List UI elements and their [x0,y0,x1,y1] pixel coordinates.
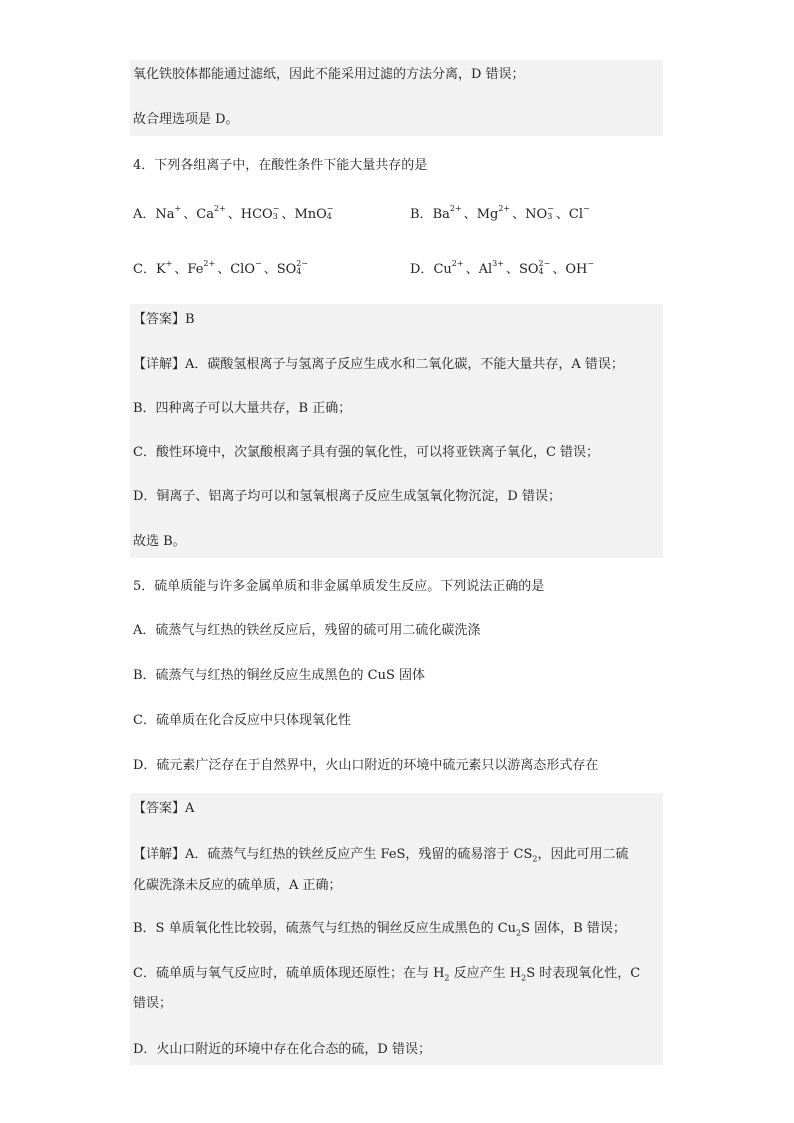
ion-formula: Na + [155,203,182,222]
separator: 、 [281,207,295,222]
q4-option-b [410,203,592,224]
q5-detail-c-line1 [133,965,640,983]
q5-detail-a-line2: 化碳洗涤未反应的硫单质，A 正确； [133,878,342,893]
q5-option-a: A．硫蒸气与红热的铁丝反应后，残留的硫可用二硫化碳洗涤 [133,623,481,638]
ion-formula: HCO − 3 [240,203,280,222]
ion-formula: Mg 2+ [476,203,511,222]
ion-formula: SO 2− 4 [276,258,309,277]
q5-detail-a-line1 [133,846,629,864]
separator: 、 [227,207,241,222]
q5-detail-c-pre: C．硫单质与氧气反应时，硫单质体现还原性；在与 H [133,966,445,981]
q4-detail-d: D．铜离子、铝离子均可以和氢氧根离子反应生成氢氧化物沉淀，D 错误； [133,489,561,504]
q4-stem: 4．下列各组离子中，在酸性条件下能大量共存的是 [133,158,428,173]
ion-formula: Cu 2+ [433,258,464,277]
q4-conclusion: 故选 B。 [133,534,186,549]
q5-detail-b [133,920,626,938]
q4-answer-block [130,304,663,558]
q5-detail-c-post: S 时表现氧化性，C [526,966,641,981]
q4-option-d [410,258,596,279]
q5-detail-a-tail: ，因此可用二硫 [537,847,629,862]
ion-formula: SO 2− 4 [518,258,551,277]
separator: 、 [552,262,566,277]
q4-detail-a: 【详解】A．碳酸氢根离子与氢离子反应生成水和二氧化碳，不能大量共存，A 错误； [133,357,624,372]
option-label: D． [410,262,434,277]
q4-answer: 【答案】B [133,312,195,327]
separator: 、 [217,262,231,277]
top-conclusion: 故合理选项是 D。 [133,112,239,127]
separator: 、 [465,262,479,277]
q5-detail-d: D．火山口附近的环境中存在化合态的硫，D 错误； [133,1042,431,1057]
q5-stem: 5．硫单质能与许多金属单质和非金属单质发生反应。下列说法正确的是 [133,579,545,594]
q5-detail-a-text: 【详解】A．硫蒸气与红热的铁丝反应产生 FeS，残留的硫易溶于 CS [133,847,533,862]
ion-formula: Ca 2+ [196,203,226,222]
separator: 、 [463,207,477,222]
q5-detail-a-sub: 2 [532,854,538,864]
option-label: C． [133,262,156,277]
ion-formula: Cl − [568,203,590,222]
q4-detail-b: B．四种离子可以大量共存，B 正确； [133,401,352,416]
q5-detail-c-mid: 反应产生 H [449,966,522,981]
q5-option-c: C．硫单质在化合反应中只体现氧化性 [133,713,351,728]
ion-formula: Fe 2+ [187,258,216,277]
option-label: B． [410,207,433,222]
separator: 、 [505,262,519,277]
q4-option-a [133,203,335,224]
q5-detail-c-line2: 错误； [133,996,173,1011]
q5-detail-c-sub2: 2 [521,973,527,983]
q5-answer: 【答案】A [133,801,195,816]
q5-detail-b-post: S 固体，B 错误； [521,921,626,936]
q5-detail-c-sub1: 2 [444,973,450,983]
ion-formula: Al 3+ [478,258,504,277]
separator: 、 [183,207,197,222]
q5-detail-b-sub: 2 [516,928,522,938]
ion-formula: Ba 2+ [432,203,462,222]
separator: 、 [263,262,277,277]
separator: 、 [555,207,569,222]
ion-formula: OH − [565,258,595,277]
q4-detail-c: C．酸性环境中，次氯酸根离子具有强的氧化性，可以将亚铁离子氧化，C 错误； [133,445,600,460]
ion-formula: K + [155,258,173,277]
q5-detail-b-pre: B．S 单质氧化性比较弱，硫蒸气与红热的铜丝反应生成黑色的 Cu [133,921,517,936]
separator: 、 [174,262,188,277]
ion-formula: NO − 3 [525,203,554,222]
q5-option-d: D．硫元素广泛存在于自然界中，火山口附近的环境中硫元素只以游离态形式存在 [133,758,599,773]
option-label: A． [133,207,156,222]
separator: 、 [512,207,526,222]
q5-option-b: B．硫蒸气与红热的铜丝反应生成黑色的 CuS 固体 [133,668,426,683]
ion-formula: MnO − 4 [294,203,334,222]
q4-option-c [133,258,310,279]
top-explanation-line: 氧化铁胶体都能通过滤纸，因此不能采用过滤的方法分离，D 错误； [133,67,525,82]
ion-formula: ClO − [230,258,262,277]
